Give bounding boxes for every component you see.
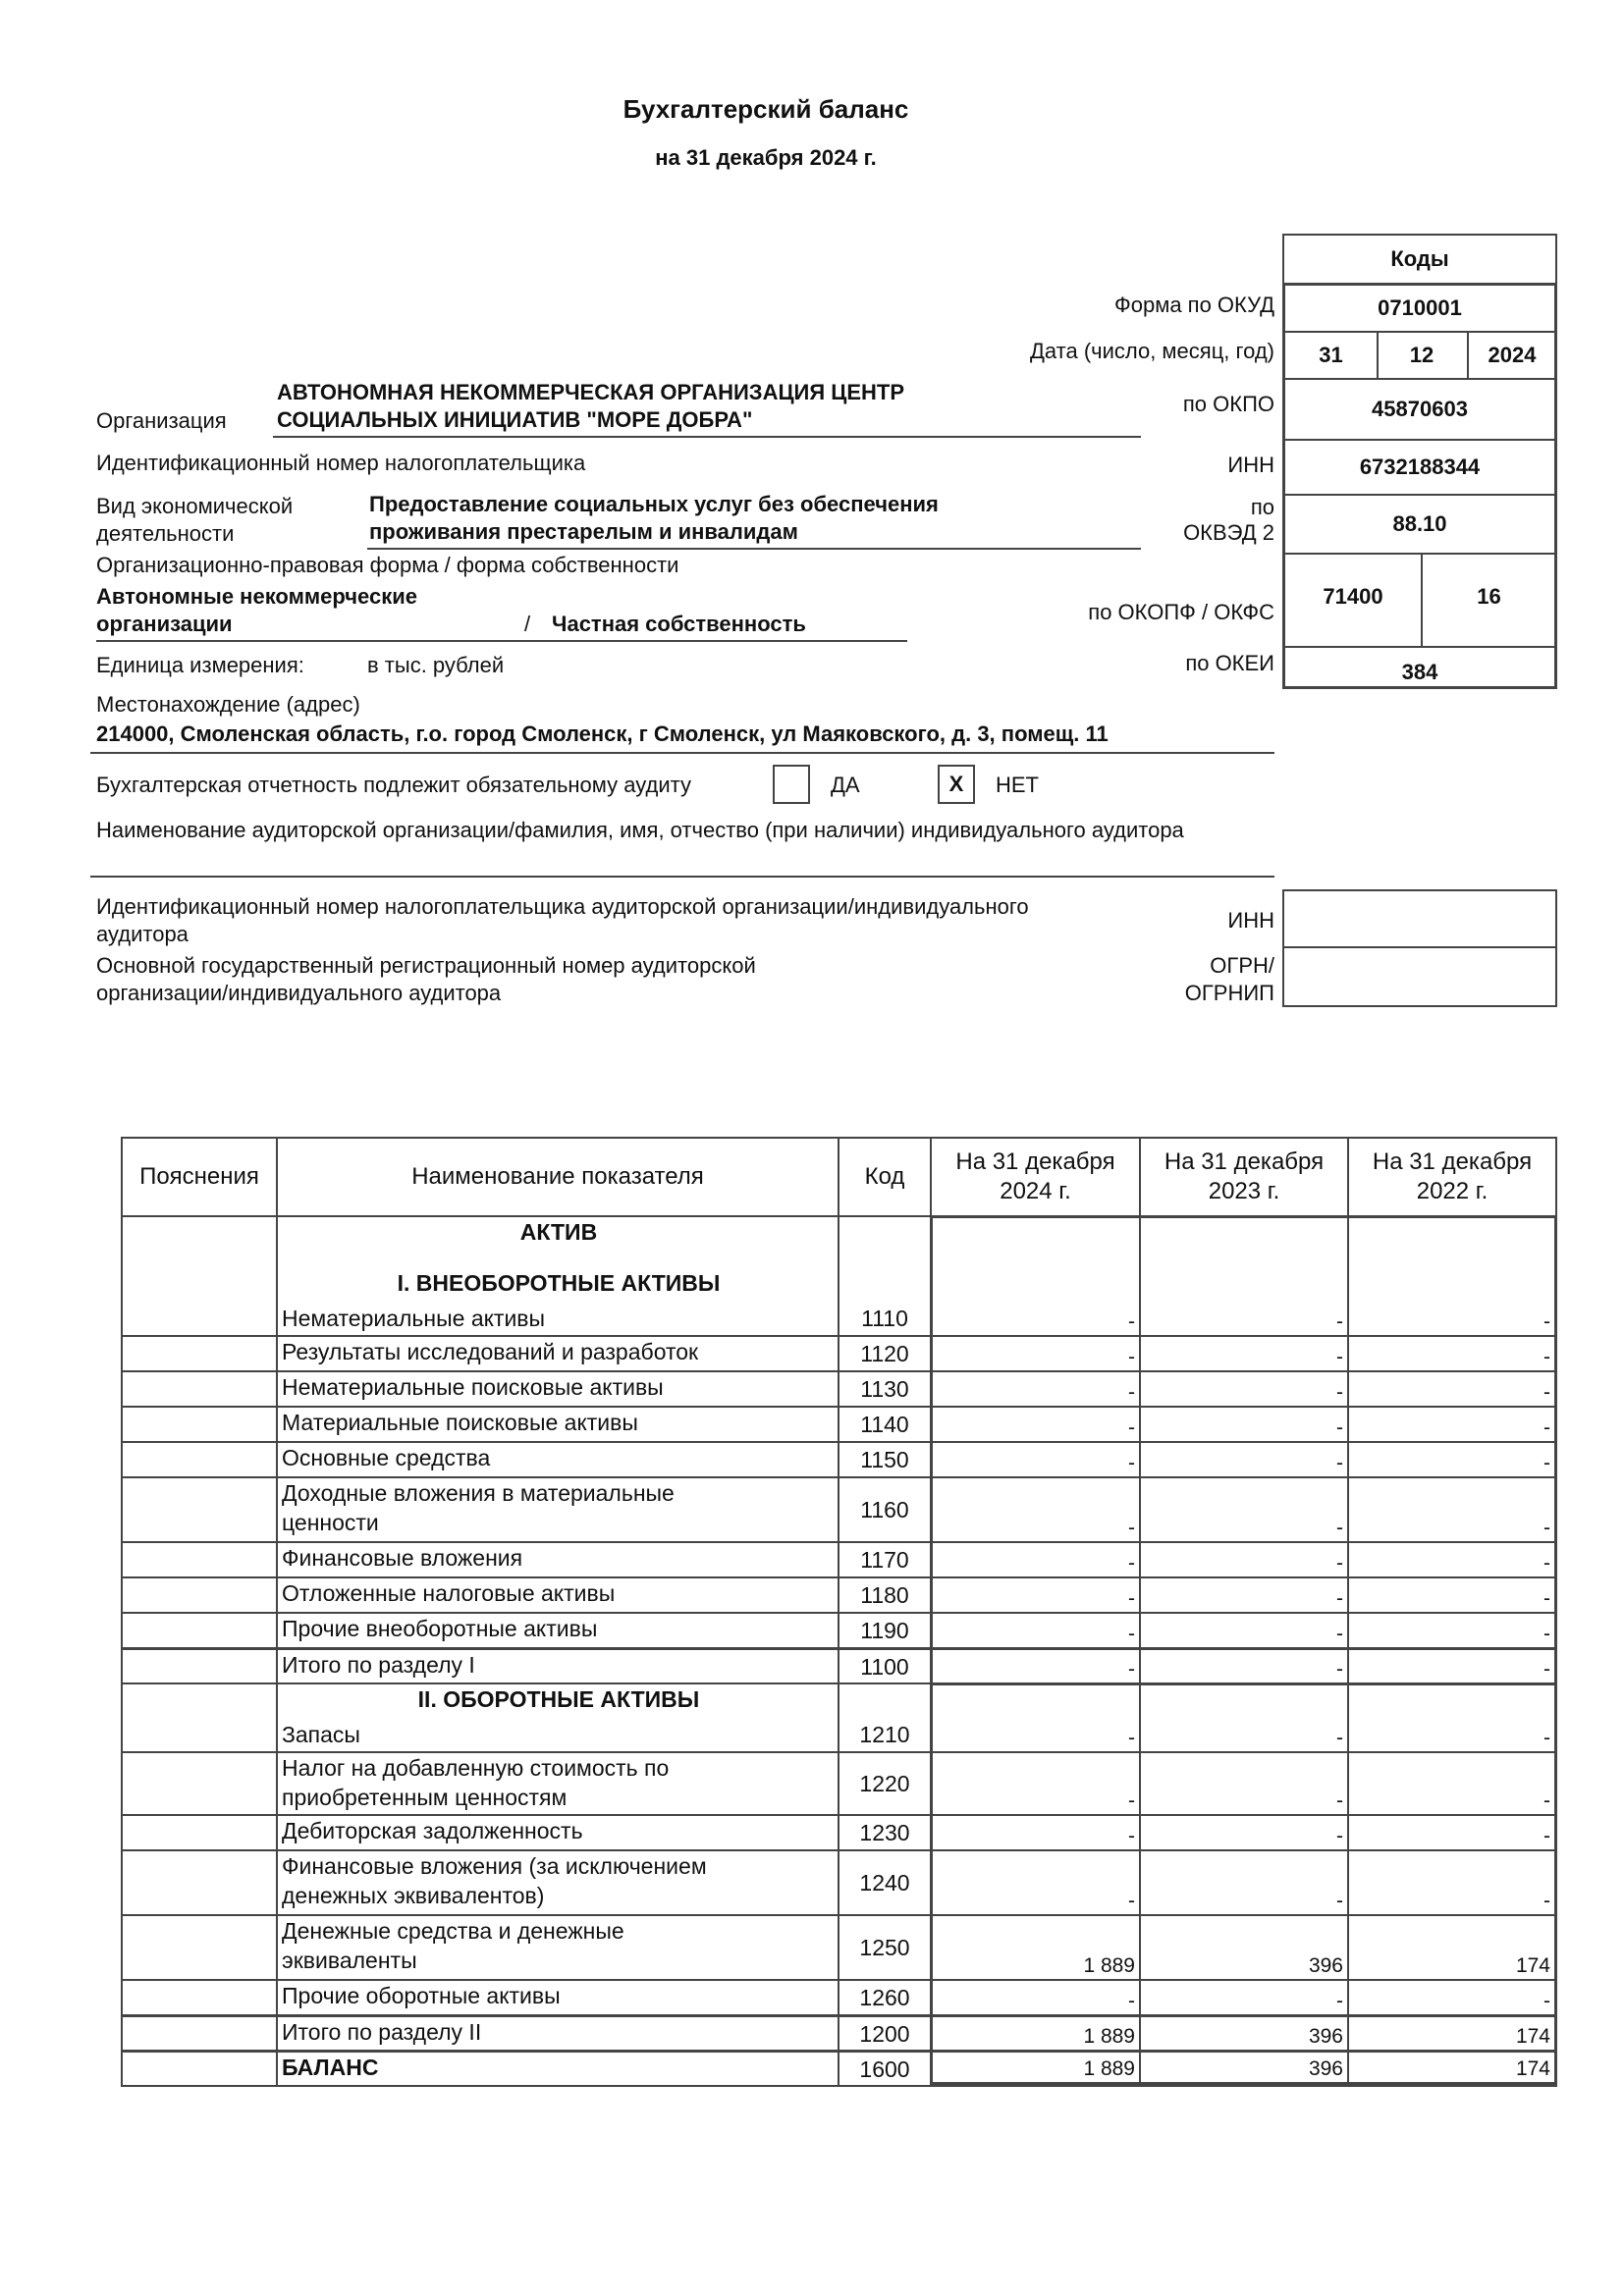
code-cell: 1260 xyxy=(838,1981,930,2014)
table-header xyxy=(121,1137,1557,1215)
code-cell: 1250 xyxy=(838,1916,930,1979)
table-row xyxy=(121,1370,1557,1406)
value-text: 396 xyxy=(1308,2057,1343,2080)
audit-no-label: НЕТ xyxy=(996,773,1039,797)
col-header-2024-line1: На 31 декабря xyxy=(955,1148,1115,1175)
value-2022 xyxy=(1347,2017,1557,2050)
value-text: 174 xyxy=(1515,2025,1550,2048)
code-cell: 1150 xyxy=(838,1443,930,1476)
row-label: Нематериальные поисковые активы xyxy=(276,1372,838,1406)
divider xyxy=(1421,555,1423,646)
col-header-2023 xyxy=(1139,1139,1347,1215)
okfs-value: 16 xyxy=(1477,584,1501,609)
okud-label: Форма по ОКУД xyxy=(1114,293,1274,317)
value-2022 xyxy=(1347,1478,1557,1541)
value-text: - xyxy=(1336,1517,1343,1539)
table-row xyxy=(121,1751,1557,1814)
row-label-line2: приобретенным ценностям xyxy=(282,1785,568,1810)
okud-value: 0710001 xyxy=(1285,286,1554,333)
legal-form-label: Организационно-правовая форма / форма собственности xyxy=(96,553,679,577)
value-text: - xyxy=(1336,1552,1343,1575)
value-text: - xyxy=(1128,1825,1135,1847)
okpo-label: по ОКПО xyxy=(1182,392,1274,416)
value-2022 xyxy=(1347,2053,1557,2085)
note-cell xyxy=(121,1981,276,2014)
value-2024 xyxy=(930,1578,1139,1612)
row-label: Итого по разделу I xyxy=(276,1650,838,1682)
value-text: - xyxy=(1128,1658,1135,1681)
value-text: - xyxy=(1128,1416,1135,1439)
auditor-inn-text-2: аудитора xyxy=(96,922,189,946)
value-2024 xyxy=(930,1478,1139,1541)
org-name-line2: СОЦИАЛЬНЫХ ИНИЦИАТИВ "МОРЕ ДОБРА" xyxy=(277,407,753,432)
value-text: - xyxy=(1128,1381,1135,1404)
value-text: 396 xyxy=(1308,2025,1343,2048)
note-cell xyxy=(121,1614,276,1647)
value-text: - xyxy=(1128,1890,1135,1912)
value-2022 xyxy=(1347,1851,1557,1914)
code-cell: 1140 xyxy=(838,1408,930,1441)
auditor-name-label: Наименование аудиторской организации/фамилия, имя, отчество (при наличии) индивидуального аудитора xyxy=(96,818,1184,842)
ownership-value: Частная собственность xyxy=(552,612,806,636)
note-cell xyxy=(121,1443,276,1476)
value-2024 xyxy=(930,1684,1139,1751)
col-header-2024-line2: 2024 г. xyxy=(1000,1178,1071,1204)
row-label: Отложенные налоговые активы xyxy=(276,1578,838,1612)
codes-box xyxy=(1282,283,1557,689)
inn-label: Идентификационный номер налогоплательщика xyxy=(96,451,586,475)
value-text: - xyxy=(1336,1789,1343,1812)
value-text: - xyxy=(1543,1416,1550,1439)
divider xyxy=(1467,333,1469,378)
table-row-subtotal xyxy=(121,1647,1557,1682)
code-cell: 1230 xyxy=(838,1816,930,1849)
value-2022 xyxy=(1347,1816,1557,1849)
okopf-label: по ОКОПФ / ОКФС xyxy=(1088,600,1274,624)
value-2023 xyxy=(1139,1337,1347,1370)
value-text: - xyxy=(1543,1310,1550,1333)
value-2023 xyxy=(1139,1217,1347,1335)
value-text: 1 889 xyxy=(1083,1954,1135,1977)
value-2024 xyxy=(930,1543,1139,1576)
value-2023 xyxy=(1139,1443,1347,1476)
activity-field xyxy=(367,491,1141,550)
table-row xyxy=(121,1682,1557,1751)
value-2023 xyxy=(1139,1981,1347,2014)
note-cell xyxy=(121,1543,276,1576)
note-cell xyxy=(121,1650,276,1682)
code-cell: 1600 xyxy=(838,2053,930,2085)
auditor-ogrn-label-2: ОГРНИП xyxy=(1184,981,1274,1005)
value-text: - xyxy=(1336,1346,1343,1368)
auditor-inn-label: ИНН xyxy=(1227,908,1274,933)
balance-table xyxy=(121,1137,1557,2089)
value-2022 xyxy=(1347,1217,1557,1335)
codes-heading: Коды xyxy=(1282,234,1557,285)
auditor-ogrn-field[interactable] xyxy=(1282,946,1557,1007)
legal-form-line1: Автономные некоммерческие xyxy=(96,584,417,609)
code-cell: 1210 xyxy=(838,1684,930,1751)
table-row xyxy=(121,1215,1557,1335)
value-2024 xyxy=(930,1981,1139,2014)
value-text: - xyxy=(1336,1587,1343,1610)
date-label: Дата (число, месяц, год) xyxy=(1029,339,1274,363)
col-header-note: Пояснения xyxy=(121,1139,276,1215)
date-month: 12 xyxy=(1409,343,1435,367)
col-header-2022-line2: 2022 г. xyxy=(1416,1178,1489,1204)
org-name-field xyxy=(273,379,1141,438)
value-2024 xyxy=(930,1650,1139,1682)
value-2023 xyxy=(1139,1753,1347,1814)
table-row xyxy=(121,1476,1557,1541)
value-2023 xyxy=(1139,1543,1347,1576)
note-cell xyxy=(121,2053,276,2085)
auditor-ogrn-text-2: организации/индивидуального аудитора xyxy=(96,981,502,1005)
value-text: - xyxy=(1128,1990,1135,2012)
name-cell xyxy=(276,1851,838,1914)
legal-form-field xyxy=(96,583,907,642)
note-cell xyxy=(121,1851,276,1914)
value-text: - xyxy=(1543,1990,1550,2012)
okpo-value: 45870603 xyxy=(1285,380,1554,441)
row-label: Основные средства xyxy=(276,1443,838,1476)
table-row-subtotal xyxy=(121,2014,1557,2050)
row-label: Запасы xyxy=(282,1722,360,1747)
unit-value: в тыс. рублей xyxy=(367,653,505,677)
value-text: - xyxy=(1336,1416,1343,1439)
value-2024 xyxy=(930,1851,1139,1914)
code-cell: 1130 xyxy=(838,1372,930,1406)
value-text: - xyxy=(1128,1552,1135,1575)
name-cell xyxy=(276,1753,838,1814)
value-2022 xyxy=(1347,1684,1557,1751)
name-cell xyxy=(276,1684,838,1751)
value-2024 xyxy=(930,1337,1139,1370)
value-2024 xyxy=(930,1372,1139,1406)
value-2022 xyxy=(1347,1650,1557,1682)
table-row-total xyxy=(121,2050,1557,2087)
value-2023 xyxy=(1139,1650,1347,1682)
name-cell xyxy=(276,1916,838,1979)
table-row xyxy=(121,1406,1557,1441)
note-cell xyxy=(121,1753,276,1814)
inn-value: 6732188344 xyxy=(1285,441,1554,496)
inn-code-label: ИНН xyxy=(1227,453,1274,477)
col-header-2024 xyxy=(930,1139,1139,1215)
col-header-2022-line1: На 31 декабря xyxy=(1372,1148,1533,1175)
auditor-name-line[interactable] xyxy=(90,876,1274,878)
value-text: - xyxy=(1543,1825,1550,1847)
note-cell xyxy=(121,1684,276,1751)
value-text: - xyxy=(1128,1623,1135,1645)
value-text: - xyxy=(1336,1310,1343,1333)
value-text: 174 xyxy=(1515,2057,1550,2080)
table-row xyxy=(121,1979,1557,2014)
value-text: - xyxy=(1543,1552,1550,1575)
value-2022 xyxy=(1347,1443,1557,1476)
code-cell: 1120 xyxy=(838,1337,930,1370)
value-text: - xyxy=(1336,1727,1343,1749)
name-cell xyxy=(276,1478,838,1541)
value-2022 xyxy=(1347,1578,1557,1612)
row-label: БАЛАНС xyxy=(276,2053,838,2085)
note-cell xyxy=(121,1478,276,1541)
okved-value: 88.10 xyxy=(1285,496,1554,555)
code-cell: 1110 xyxy=(838,1217,930,1335)
row-label: Итого по разделу II xyxy=(276,2017,838,2050)
row-label: Нематериальные активы xyxy=(282,1306,546,1331)
note-cell xyxy=(121,1578,276,1612)
value-text: - xyxy=(1336,1452,1343,1474)
value-text: 1 889 xyxy=(1083,2025,1135,2048)
code-cell: 1180 xyxy=(838,1578,930,1612)
row-label: Прочие оборотные активы xyxy=(276,1981,838,2014)
value-text: - xyxy=(1336,1890,1343,1912)
value-text: - xyxy=(1128,1310,1135,1333)
value-2022 xyxy=(1347,1614,1557,1647)
divider xyxy=(930,1215,1557,1218)
okopf-okfs-cells xyxy=(1285,555,1554,648)
value-text: - xyxy=(1128,1517,1135,1539)
legal-form-line2: организации xyxy=(96,612,233,636)
row-label: Финансовые вложения xyxy=(276,1543,838,1576)
okei-value: 384 xyxy=(1401,660,1438,684)
okved-label-2: ОКВЭД 2 xyxy=(1183,520,1274,545)
value-text: - xyxy=(1543,1517,1550,1539)
table-row xyxy=(121,1914,1557,1979)
audit-yes-checkbox[interactable] xyxy=(773,765,810,804)
col-header-2023-line2: 2023 г. xyxy=(1208,1178,1280,1204)
value-text: - xyxy=(1336,1825,1343,1847)
value-2022 xyxy=(1347,1408,1557,1441)
col-header-code: Код xyxy=(838,1139,930,1215)
address-label: Местонахождение (адрес) xyxy=(96,692,360,717)
row-label: Результаты исследований и разработок xyxy=(276,1337,838,1370)
row-label-line1: Налог на добавленную стоимость по xyxy=(282,1755,670,1781)
note-cell xyxy=(121,1916,276,1979)
code-cell: 1160 xyxy=(838,1478,930,1541)
code-cell: 1170 xyxy=(838,1543,930,1576)
code-cell: 1240 xyxy=(838,1851,930,1914)
value-text: - xyxy=(1543,1346,1550,1368)
value-text: 1 889 xyxy=(1083,2057,1135,2080)
value-2024 xyxy=(930,1614,1139,1647)
table-row xyxy=(121,1335,1557,1370)
value-text: 174 xyxy=(1515,1954,1550,1977)
value-text: - xyxy=(1543,1452,1550,1474)
value-2024 xyxy=(930,1408,1139,1441)
col-header-2023-line1: На 31 декабря xyxy=(1164,1148,1325,1175)
value-2022 xyxy=(1347,1916,1557,1979)
value-2024 xyxy=(930,1816,1139,1849)
row-label-line1: Финансовые вложения (за исключением xyxy=(282,1853,707,1879)
value-2023 xyxy=(1139,2053,1347,2085)
org-name-line1: АВТОНОМНАЯ НЕКОММЕРЧЕСКАЯ ОРГАНИЗАЦИЯ ЦЕНТР xyxy=(277,380,905,404)
okei-label: по ОКЕИ xyxy=(1185,651,1274,675)
value-2022 xyxy=(1347,1543,1557,1576)
activity-line1: Предоставление социальных услуг без обеспечения xyxy=(369,492,939,516)
unit-label: Единица измерения: xyxy=(96,653,304,677)
value-2024 xyxy=(930,1443,1139,1476)
col-header-name: Наименование показателя xyxy=(276,1139,838,1215)
legal-form-separator: / xyxy=(524,612,531,636)
value-2024 xyxy=(930,1217,1139,1335)
value-2023 xyxy=(1139,1851,1347,1914)
row-label: Материальные поисковые активы xyxy=(276,1408,838,1441)
value-text: - xyxy=(1336,1623,1343,1645)
value-2023 xyxy=(1139,1614,1347,1647)
value-text: - xyxy=(1336,1658,1343,1681)
value-text: - xyxy=(1543,1890,1550,1912)
row-label-line2: ценности xyxy=(282,1510,379,1535)
value-text: - xyxy=(1543,1789,1550,1812)
value-2023 xyxy=(1139,1408,1347,1441)
table-row xyxy=(121,1814,1557,1849)
name-cell xyxy=(276,1217,838,1335)
value-2022 xyxy=(1347,1981,1557,2014)
code-cell: 1220 xyxy=(838,1753,930,1814)
value-text: - xyxy=(1336,1381,1343,1404)
table-row xyxy=(121,1576,1557,1612)
date-year: 2024 xyxy=(1488,343,1537,367)
activity-line2: проживания престарелым и инвалидам xyxy=(369,519,798,544)
section-2-heading: II. ОБОРОТНЫЕ АКТИВЫ xyxy=(417,1686,700,1712)
row-label: Прочие внеоборотные активы xyxy=(276,1614,838,1647)
code-cell: 1200 xyxy=(838,2017,930,2050)
audit-yes-label: ДА xyxy=(831,773,860,797)
value-2024 xyxy=(930,1753,1139,1814)
page-subtitle: на 31 декабря 2024 г. xyxy=(655,145,877,170)
value-text: - xyxy=(1128,1587,1135,1610)
table-row xyxy=(121,1541,1557,1576)
section-active-heading: АКТИВ xyxy=(519,1219,598,1245)
value-2023 xyxy=(1139,1816,1347,1849)
code-cell: 1100 xyxy=(838,1650,930,1682)
note-cell xyxy=(121,1816,276,1849)
value-2024 xyxy=(930,2017,1139,2050)
divider xyxy=(1377,333,1379,378)
value-2023 xyxy=(1139,1916,1347,1979)
value-text: - xyxy=(1128,1452,1135,1474)
audit-question: Бухгалтерская отчетность подлежит обязательному аудиту xyxy=(96,773,691,797)
value-text: - xyxy=(1543,1658,1550,1681)
value-text: - xyxy=(1128,1346,1135,1368)
activity-label-2: деятельности xyxy=(96,521,235,546)
table-row xyxy=(121,1612,1557,1647)
table-row xyxy=(121,1849,1557,1914)
okopf-value: 71400 xyxy=(1323,584,1383,609)
note-cell xyxy=(121,1217,276,1335)
value-text: - xyxy=(1543,1727,1550,1749)
value-text: - xyxy=(1336,1990,1343,2012)
auditor-ogrn-label-1: ОГРН/ xyxy=(1210,953,1274,978)
date-cells xyxy=(1285,333,1554,380)
auditor-inn-field[interactable] xyxy=(1282,889,1557,948)
value-2023 xyxy=(1139,1478,1347,1541)
row-label-line2: денежных эквивалентов) xyxy=(282,1883,545,1908)
address-field xyxy=(90,721,1274,754)
audit-no-checkbox[interactable]: X xyxy=(938,765,975,804)
value-2024 xyxy=(930,2053,1139,2085)
value-2022 xyxy=(1347,1337,1557,1370)
row-label-line1: Доходные вложения в материальные xyxy=(282,1480,675,1506)
note-cell xyxy=(121,1408,276,1441)
value-text: - xyxy=(1128,1789,1135,1812)
divider xyxy=(930,1682,1557,1685)
row-label: Дебиторская задолженность xyxy=(276,1816,838,1849)
table-row xyxy=(121,1441,1557,1476)
value-2023 xyxy=(1139,2017,1347,2050)
row-label-line1: Денежные средства и денежные xyxy=(282,1918,624,1944)
value-text: - xyxy=(1543,1587,1550,1610)
value-2023 xyxy=(1139,1578,1347,1612)
value-2022 xyxy=(1347,1372,1557,1406)
note-cell xyxy=(121,1337,276,1370)
value-text: - xyxy=(1128,1727,1135,1749)
section-1-heading: I. ВНЕОБОРОТНЫЕ АКТИВЫ xyxy=(397,1270,721,1296)
page-title: Бухгалтерский баланс xyxy=(623,94,909,124)
value-text: - xyxy=(1543,1623,1550,1645)
auditor-inn-text-1: Идентификационный номер налогоплательщика аудиторской организации/индивидуального xyxy=(96,894,1029,919)
row-label-line2: эквиваленты xyxy=(282,1948,417,1973)
value-2023 xyxy=(1139,1684,1347,1751)
col-header-2022 xyxy=(1347,1139,1557,1215)
value-2022 xyxy=(1347,1753,1557,1814)
auditor-ogrn-text-1: Основной государственный регистрационный номер аудиторской xyxy=(96,953,756,978)
value-2023 xyxy=(1139,1372,1347,1406)
date-day: 31 xyxy=(1319,343,1343,367)
value-text: 396 xyxy=(1308,1954,1343,1977)
address-value: 214000, Смоленская область, г.о. город Смоленск, г Смоленск, ул Маяковского, д. 3, помещ. 11 xyxy=(96,721,1109,746)
value-2024 xyxy=(930,1916,1139,1979)
value-text: - xyxy=(1543,1381,1550,1404)
activity-label-1: Вид экономической xyxy=(96,494,294,518)
code-cell: 1190 xyxy=(838,1614,930,1647)
note-cell xyxy=(121,1372,276,1406)
note-cell xyxy=(121,2017,276,2050)
okved-label-1: по xyxy=(1250,495,1274,519)
org-label: Организация xyxy=(96,408,227,433)
